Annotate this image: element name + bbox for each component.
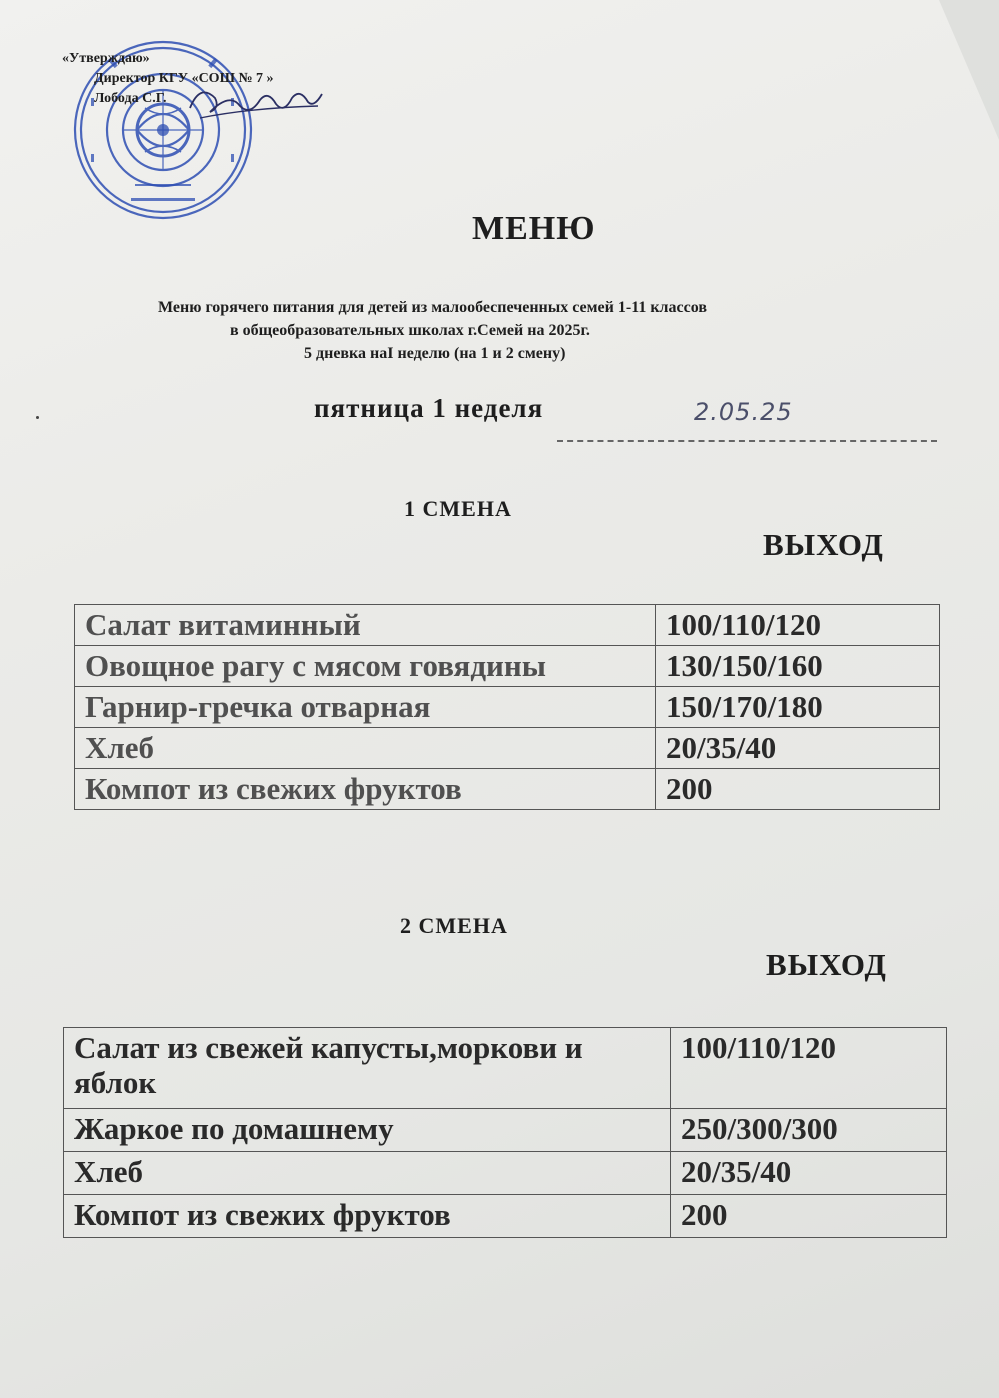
dish-name: Салат из свежей капусты,моркови и яблок [64, 1028, 671, 1109]
dish-portion: 130/150/160 [656, 646, 940, 687]
dish-name: Компот из свежих фруктов [75, 769, 656, 810]
approval-line-3: Лобода С.Г. [94, 91, 167, 106]
dish-portion: 20/35/40 [671, 1152, 947, 1195]
page-title: МЕНЮ [472, 210, 596, 247]
table-row [64, 1152, 947, 1195]
dish-portion: 100/110/120 [671, 1028, 947, 1109]
approval-line-1: «Утверждаю» [62, 51, 150, 66]
shift-2-label: 2 СМЕНА [400, 913, 508, 938]
subtitle-line-1: Меню горячего питания для детей из малообеспеченных семей 1-11 классов [158, 299, 707, 316]
dish-name: Хлеб [75, 728, 656, 769]
table-row [75, 769, 940, 810]
table-row [64, 1109, 947, 1152]
page-fold-shadow [939, 0, 999, 140]
speck [36, 416, 39, 419]
table-row [64, 1028, 947, 1109]
shift-1-label: 1 СМЕНА [404, 496, 512, 521]
handwritten-signature-icon [180, 78, 330, 128]
dish-name: Овощное рагу с мясом говядины [75, 646, 656, 687]
dish-portion: 100/110/120 [656, 605, 940, 646]
dish-name: Компот из свежих фруктов [64, 1195, 671, 1238]
shift-1-output-label: ВЫХОД [763, 527, 884, 562]
dish-portion: 150/170/180 [656, 687, 940, 728]
subtitle-line-2: в общеобразовательных школах г.Семей на 2025г. [230, 322, 590, 339]
table-row [75, 687, 940, 728]
table-row [75, 728, 940, 769]
dish-portion: 200 [671, 1195, 947, 1238]
dish-name: Жаркое по домашнему [64, 1109, 671, 1152]
day-label: пятница 1 неделя [314, 393, 544, 423]
dish-portion: 250/300/300 [671, 1109, 947, 1152]
shift-2-menu-table [63, 1027, 947, 1238]
table-row [75, 605, 940, 646]
table-row [64, 1195, 947, 1238]
approval-line-2: Директор КГУ «СОШ № 7 » [94, 71, 274, 86]
table-row [75, 646, 940, 687]
dish-name: Хлеб [64, 1152, 671, 1195]
dish-portion: 20/35/40 [656, 728, 940, 769]
handwritten-date: 2.05.25 [694, 398, 793, 426]
subtitle-line-3: 5 дневка наI неделю (на 1 и 2 смену) [304, 345, 566, 362]
dish-name: Салат витаминный [75, 605, 656, 646]
dish-name: Гарнир-гречка отварная [75, 687, 656, 728]
shift-2-output-label: ВЫХОД [766, 947, 887, 982]
shift-1-menu-table [74, 604, 940, 810]
dashed-underline [557, 440, 937, 442]
dish-portion: 200 [656, 769, 940, 810]
